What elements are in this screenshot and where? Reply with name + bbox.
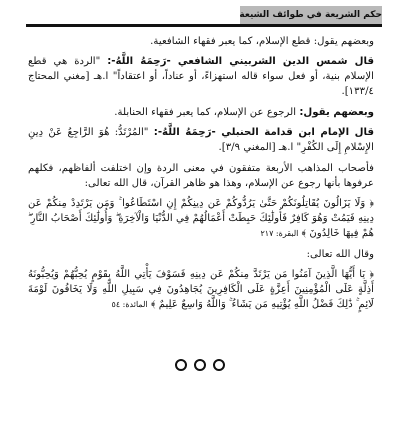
- header-title: حكم الشريعة في طوائف الشيعة: [240, 6, 382, 24]
- ornament-icon: [194, 359, 206, 371]
- page-header: [26, 6, 382, 28]
- header-rule: [26, 24, 382, 27]
- section-divider: [0, 356, 400, 376]
- paragraph-ibn-qudama-quote: قال الإمام ابن قدامة الحنبلي -رَحِمَهُ اللَّهُ-: "المُرْتَدُّ: هُوَ الرَّاجِعُ عَنْ دِينِ الإِسْلامِ إِلَى الكُفْرِ" ا.هـ [المغني ٣/٩].: [28, 127, 374, 153]
- paragraph-sharbini-quote: قال شمس الدين الشربيني الشافعي -رَحِمَهُ اللَّهُ-: "الردة هي قطع الإسلام بنية، أو فعل سواء قاله استهزاءً، أو عناداً، أو اعتقاداً" ا.هـ [مغني المحتاج ١٣٣/٤].: [28, 56, 374, 97]
- ornament-icon: [213, 359, 225, 371]
- ornament-icon: [175, 359, 187, 371]
- quran-baqara-217: ﴿ وَلَا يَزَالُونَ يُقَاتِلُونَكُمْ حَتَّىٰ يَرُدُّوكُمْ عَن دِينِكُمْ إِنِ اسْتَطَاعُوا ۚ وَمَن يَرْتَدِدْ مِنكُمْ عَن دِينِهِ فَيَمُتْ وَهُوَ كَافِرٌ فَأُولَٰئِكَ حَبِطَتْ أَعْمَالُهُمْ فِي الدُّنْيَا وَالْآخِرَةِ ۖ وَأُولَٰئِكَ أَصْحَابُ النَّارِ ۖ هُمْ فِيهَا خَالِدُونَ ﴾ البقرة: ٢١٧: [28, 198, 374, 239]
- paragraph-maida-intro: وقال الله تعالى:: [306, 249, 374, 260]
- document-content: [28, 34, 374, 334]
- paragraph-shafiiyya-definition: وبعضهم يقول: قطع الإسلام، كما يعبر فقهاء الشافعية.: [150, 36, 374, 47]
- quran-maida-54: ﴿ يَا أَيُّهَا الَّذِينَ آمَنُوا مَن يَرْتَدَّ مِنكُمْ عَن دِينِهِ فَسَوْفَ يَأْتِي اللَّهُ بِقَوْمٍ يُحِبُّهُمْ وَيُحِبُّونَهُ أَذِلَّةٍ عَلَى الْمُؤْمِنِينَ أَعِزَّةٍ عَلَى الْكَافِرِينَ يُجَاهِدُونَ فِي سَبِيلِ اللَّهِ وَلَا يَخَافُونَ لَوْمَةَ لَائِمٍ ۚ ذَٰلِكَ فَضْلُ اللَّهِ يُؤْتِيهِ مَن يَشَاءُ ۚ وَاللَّهُ وَاسِعٌ عَلِيمٌ ﴾ المائدة: ٥٤: [28, 269, 374, 310]
- paragraph-schools-agreement: فأصحاب المذاهب الأربعة متفقون في معنى الردة وإن اختلفت ألفاظهم، فكلهم عرفوها بأنها رجوع عن الإسلام، وهذا هو ظاهر القرآن، قال الله تعالى:: [28, 163, 374, 189]
- paragraph-hanabila-definition: وبعضهم يقول: الرجوع عن الإسلام، كما يعبر فقهاء الحنابلة.: [114, 107, 374, 118]
